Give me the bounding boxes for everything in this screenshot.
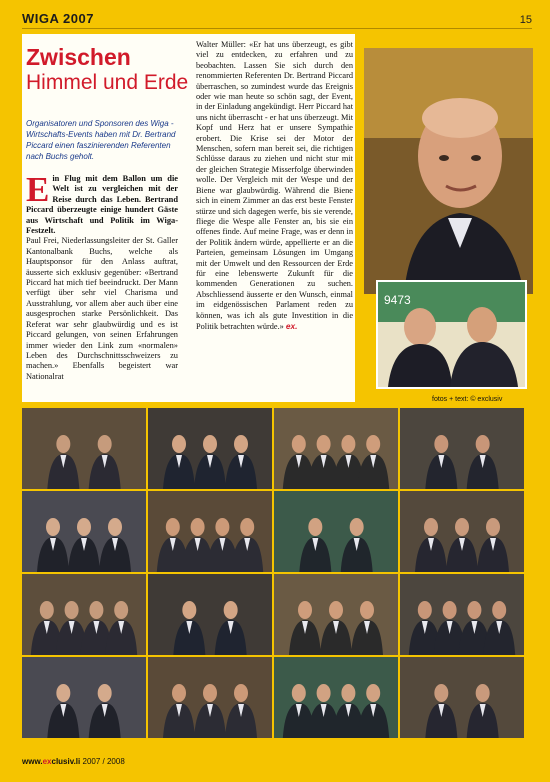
headline-line-1: Zwischen	[26, 44, 131, 70]
gallery-photo	[400, 408, 524, 489]
section-title: WIGA 2007	[22, 11, 94, 26]
footer-url-prefix: www.	[22, 757, 43, 766]
gallery-photo	[148, 491, 272, 572]
gallery-photo	[22, 408, 146, 489]
photo-credit: fotos + text: © exclusiv	[432, 396, 503, 403]
lead-paragraph: Organisatoren und Sponsoren des Wiga - Wirtschafts-Events haben mit Dr. Bertrand Piccard einen faszinierenden Referenten nach Buchs geholt.	[26, 119, 176, 161]
body-text-right: Walter Müller: «Er hat uns überzeugt, es gibt viel zu entdecken, zu erfahren und zu beobachten. Lassen Sie sich durch den renommierten Referenten Dr. Bertrand Piccard überraschen, so zumindest wurde das Ereignis oder wie man heute so schön sagt, der Event, in der Einladung angekündigt. Herr Piccard hat uns nicht überrascht - er hat uns überzeugt. Mit Kopf und Herz hat er unsere Sympathie erobert. Die Krise sei der Motor der Menschen, sofern man bereit sei, die richtigen Schlüsse daraus zu ziehen und nicht stur mit der gleichen Strategie Misserfolge überwinden wolle. Der Vergleich mit der Wespe und der Biene war glaubwürdig. Während die Biene sich in einem Zimmer an das erst beste Fenster stürze und sich dagegen werfe, bis sie verende, fliege die Wespe alle Fenster an, bis sie ein offenes finde. Auf meine Frage, was er denn in der Politik ändern würde, appellierte er an die Parteien, gemeinsam Lösungen im Umgang mit der Umwelt und den Ressourcen der Erde für eine lebenswerte Zukunft für die kommenden Generationen zu suchen. Abschliessend äusserte er den Wunsch, einmal im eidgenössischen Parlament reden zu können, was ich als gute Investition in die Politik betrachten würde.»	[196, 40, 353, 331]
gallery-photo	[400, 491, 524, 572]
header-rule	[22, 28, 532, 29]
footer-url-brand: ex	[42, 757, 52, 766]
end-mark: ex.	[285, 320, 298, 331]
gallery-photo	[148, 657, 272, 738]
gallery-photo	[274, 491, 398, 572]
inset-photo	[376, 280, 527, 389]
gallery-photo	[274, 408, 398, 489]
article-column-left	[26, 170, 178, 382]
gallery-photo	[400, 657, 524, 738]
headline-line-2: Himmel und Erde	[26, 71, 189, 94]
footer-url-suffix: clusiv.li	[51, 757, 81, 766]
gallery-photo	[22, 574, 146, 655]
gallery-photo	[148, 574, 272, 655]
inset-sign-text: 9473	[384, 293, 411, 307]
page-number: 15	[519, 14, 532, 26]
gallery-photo	[148, 408, 272, 489]
footer	[22, 757, 125, 766]
gallery-photo	[400, 574, 524, 655]
gallery-photo	[274, 574, 398, 655]
article-column-right	[196, 40, 353, 332]
gallery-photo	[22, 491, 146, 572]
gallery-photo	[274, 657, 398, 738]
footer-year: 2007 / 2008	[82, 757, 125, 766]
gallery-photo	[22, 657, 146, 738]
drop-cap: E	[26, 170, 50, 209]
speaker-portrait-photo	[364, 48, 533, 294]
intro-text: in Flug mit dem Ballon um die Welt ist zu vergleichen mit der Reise durch das Leben. Bertrand Piccard überzeugte einige hundert Gäste aus Wirtschaft und Politik im Wiga-Festzelt.	[26, 174, 178, 236]
event-photo-gallery	[22, 408, 524, 738]
body-text-left: Paul Frei, Niederlassungsleiter der St. Galler Kantonalbank Buchs, welche als Hauptsponsor für den Anlass auftrat, äusserte sich exklusiv gegenüber: «Bertrand Piccard hat mich tief beeindruckt. Der Mann verfügt über sehr viel Charisma und Ausstrahlung, vor allem aber auch über eine ausgesprochen starke Persönlichkeit. Das Referat war sehr glaubwürdig und es ist Piccard gelungen, von seinen Erfahrungen immer wieder den Link zum «normalen» Leben des Durchschnittsschweizers zu machen.» Ebenfalls begeistert war Nationalrat	[26, 236, 178, 381]
